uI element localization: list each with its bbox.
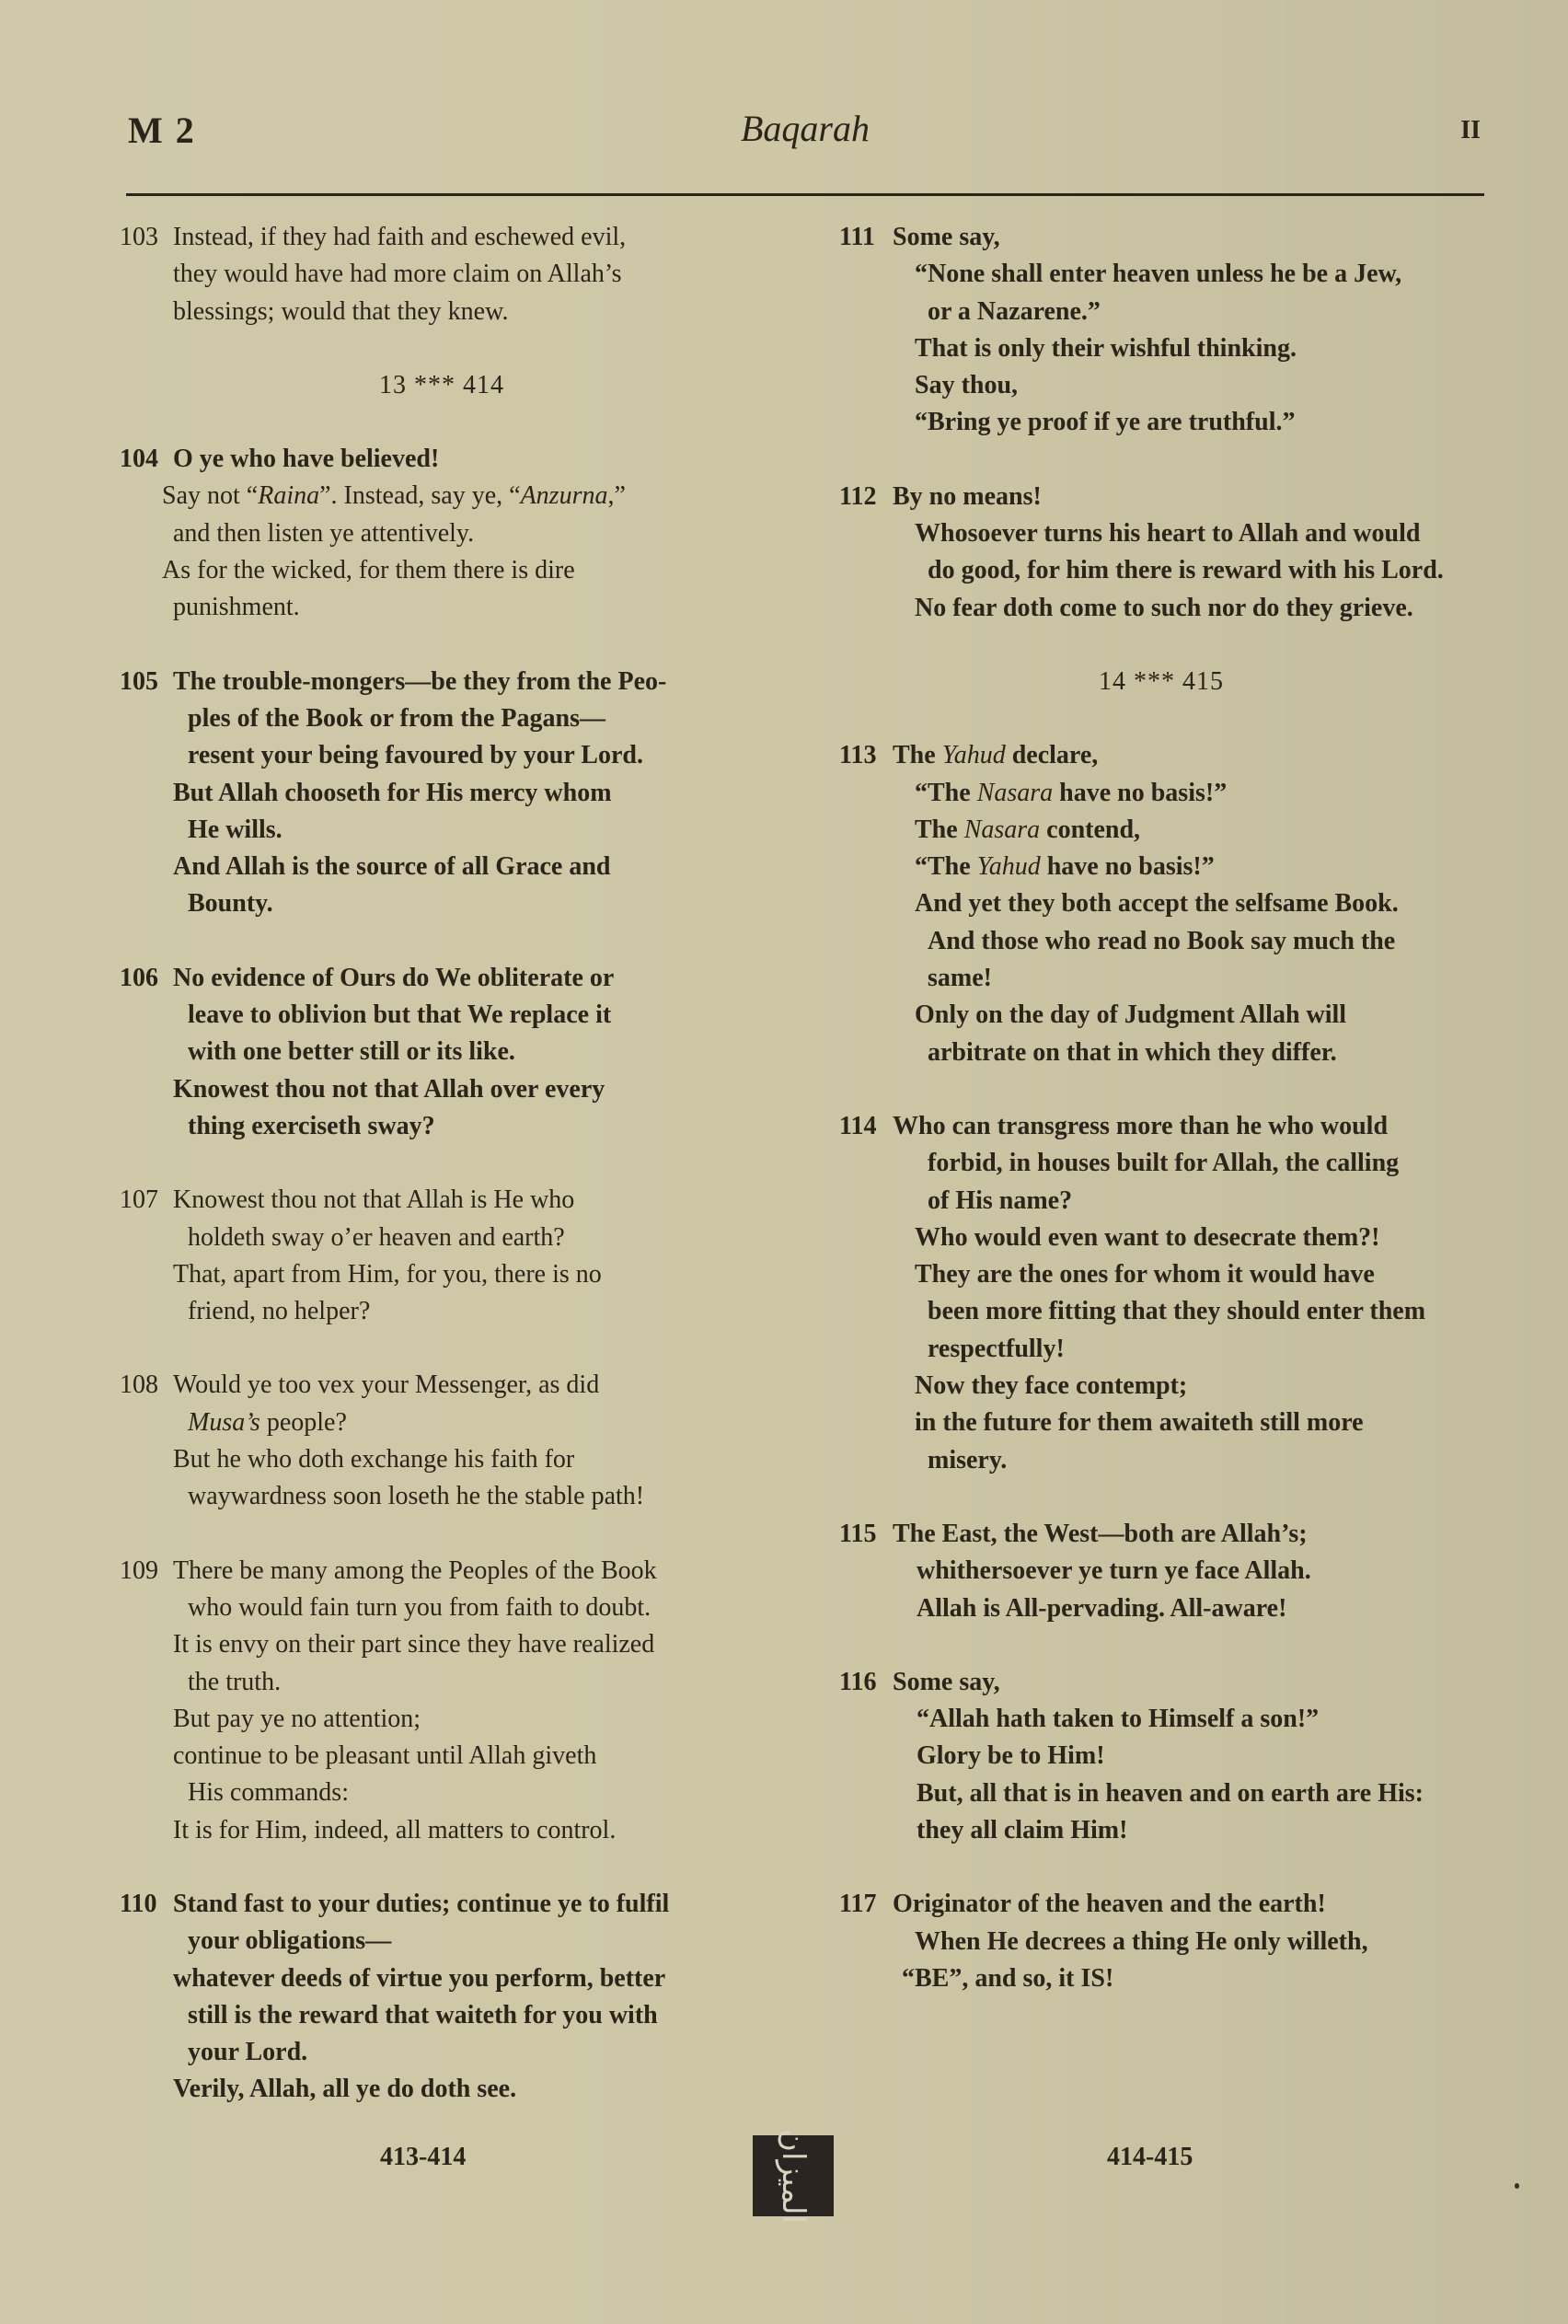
verse-line: forbid, in houses built for Allah, the calling bbox=[928, 1149, 1400, 1178]
verse-line: Who can transgress more than he who would bbox=[893, 1111, 1389, 1140]
verse-106 bbox=[120, 960, 764, 1145]
verse-line: His commands: bbox=[188, 1778, 349, 1808]
verse-line: But Allah chooseth for His mercy whom bbox=[173, 778, 612, 807]
verse-line: whatever deeds of virtue you perform, better bbox=[173, 1963, 666, 1993]
verse-line: whithersoever ye turn ye face Allah. bbox=[917, 1556, 1311, 1586]
verse-line: resent your being favoured by your Lord. bbox=[188, 741, 643, 770]
verse-number: 104 bbox=[120, 445, 158, 474]
verse-line: Instead, if they had faith and eschewed evil, bbox=[173, 223, 627, 251]
verse-line: No evidence of Ours do We obliterate or bbox=[173, 963, 615, 992]
verse-line: Stand fast to your duties; continue ye to fulfil bbox=[173, 1889, 670, 1918]
verse-number: 103 bbox=[120, 223, 158, 251]
verse-line: Musa’s people? bbox=[188, 1407, 347, 1437]
verse-103 bbox=[120, 219, 764, 330]
verse-line: in the future for them awaiteth still more bbox=[915, 1408, 1364, 1438]
verse-line: “Allah hath taken to Himself a son!” bbox=[917, 1705, 1320, 1734]
left-column bbox=[120, 219, 764, 2145]
manzil-label: M 2 bbox=[128, 110, 196, 151]
verse-line: your Lord. bbox=[188, 2038, 308, 2067]
verse-number: 116 bbox=[839, 1667, 877, 1696]
verse-line: Say not “Raina”. Instead, say ye, “Anzurna,” bbox=[162, 481, 626, 511]
verse-line: When He decrees a thing He only willeth, bbox=[915, 1926, 1368, 1956]
verse-line: respectfully! bbox=[928, 1334, 1065, 1363]
verse-line: “The Yahud have no basis!” bbox=[915, 852, 1215, 882]
verse-113 bbox=[839, 737, 1483, 1071]
verse-line: But he who doth exchange his faith for bbox=[173, 1445, 575, 1474]
verse-line: But pay ye no attention; bbox=[173, 1704, 421, 1733]
verse-line: Some say, bbox=[893, 1667, 1000, 1696]
verse-line: ples of the Book or from the Pagans— bbox=[188, 703, 605, 733]
verse-110 bbox=[120, 1886, 764, 2109]
verse-line: By no means! bbox=[893, 481, 1042, 511]
verse-line: That, apart from Him, for you, there is no bbox=[173, 1259, 602, 1289]
verse-line: Whosoever turns his heart to Allah and would bbox=[915, 519, 1421, 549]
verse-line: Now they face contempt; bbox=[915, 1371, 1188, 1401]
verse-line: The East, the West—both are Allah’s; bbox=[893, 1519, 1308, 1548]
verse-line: And Allah is the source of all Grace and bbox=[173, 852, 611, 882]
verse-line: Would ye too vex your Messenger, as did bbox=[173, 1370, 600, 1400]
verse-line: friend, no helper? bbox=[188, 1297, 371, 1326]
verse-line: And those who read no Book say much the bbox=[928, 926, 1396, 955]
verse-line: It is envy on their part since they have realized bbox=[173, 1630, 655, 1659]
verse-number: 112 bbox=[839, 481, 877, 511]
verse-line: “The Nasara have no basis!” bbox=[915, 778, 1228, 807]
verse-line: There be many among the Peoples of the Book bbox=[173, 1555, 657, 1585]
verse-line: still is the reward that waiteth for you with bbox=[188, 2000, 658, 2029]
verse-line: O ye who have believed! bbox=[173, 445, 440, 474]
verse-line: blessings; would that they knew. bbox=[173, 296, 509, 326]
verse-line: thing exerciseth sway? bbox=[188, 1111, 435, 1140]
verse-number: 108 bbox=[120, 1370, 158, 1400]
verse-line: As for the wicked, for them there is dire bbox=[162, 556, 575, 585]
surah-number: II bbox=[1460, 116, 1481, 145]
verse-number: 105 bbox=[120, 666, 158, 696]
paper-speck bbox=[1515, 2183, 1519, 2189]
verse-line: The Yahud declare, bbox=[893, 741, 1099, 770]
verse-line: That is only their wishful thinking. bbox=[915, 333, 1297, 363]
verse-line: the truth. bbox=[188, 1667, 282, 1696]
ruku-marker: 13 *** 414 bbox=[379, 370, 504, 399]
verse-line: Knowest thou not that Allah over every bbox=[173, 1074, 605, 1104]
verse-109 bbox=[120, 1553, 764, 1849]
verse-108 bbox=[120, 1367, 764, 1515]
verse-line: They are the ones for whom it would have bbox=[915, 1260, 1375, 1289]
verse-number: 117 bbox=[839, 1890, 877, 1919]
verse-line: Knowest thou not that Allah is He who bbox=[173, 1185, 575, 1215]
verse-line: same! bbox=[928, 964, 992, 993]
verse-number: 115 bbox=[839, 1519, 877, 1548]
verse-line: Bounty. bbox=[188, 889, 273, 919]
verse-number: 107 bbox=[120, 1185, 158, 1215]
verse-line: holdeth sway o’er heaven and earth? bbox=[188, 1222, 565, 1252]
verse-line: Glory be to Him! bbox=[917, 1741, 1105, 1771]
verse-line: continue to be pleasant until Allah giveth bbox=[173, 1741, 597, 1771]
verse-line: arbitrate on that in which they differ. bbox=[928, 1037, 1337, 1067]
verse-line: It is for Him, indeed, all matters to control. bbox=[173, 1815, 617, 1844]
verse-line: with one better still or its like. bbox=[188, 1037, 515, 1067]
verse-line: do good, for him there is reward with his Lord. bbox=[928, 556, 1444, 585]
verse-105 bbox=[120, 664, 764, 923]
surah-title: Baqarah bbox=[741, 108, 870, 149]
verse-number: 109 bbox=[120, 1555, 158, 1585]
verse-114 bbox=[839, 1108, 1483, 1479]
verse-line: He wills. bbox=[188, 815, 282, 844]
verse-line: Originator of the heaven and the earth! bbox=[893, 1890, 1326, 1919]
footer-page-range-left: 413-414 bbox=[380, 2143, 467, 2171]
verse-line: who would fain turn you from faith to doubt. bbox=[188, 1592, 651, 1622]
right-column bbox=[839, 219, 1483, 2034]
verse-line: of His name? bbox=[928, 1185, 1073, 1215]
footer-page-range-right: 414-415 bbox=[1107, 2143, 1193, 2171]
verse-line: punishment. bbox=[173, 593, 300, 622]
verse-line: been more fitting that they should enter them bbox=[928, 1297, 1426, 1326]
verse-line: your obligations— bbox=[188, 1926, 392, 1956]
verse-line: waywardness soon loseth he the stable path! bbox=[188, 1482, 645, 1511]
verse-107 bbox=[120, 1182, 764, 1330]
verse-line: No fear doth come to such nor do they grieve. bbox=[915, 593, 1413, 622]
verse-line: misery. bbox=[928, 1445, 1008, 1474]
verse-line: or a Nazarene.” bbox=[928, 296, 1101, 326]
verse-line: “Bring ye proof if ye are truthful.” bbox=[915, 408, 1296, 437]
verse-line: Allah is All-pervading. All-aware! bbox=[917, 1593, 1287, 1623]
verse-number: 114 bbox=[839, 1111, 877, 1140]
verse-number: 110 bbox=[120, 1889, 157, 1918]
ruku-marker: 14 *** 415 bbox=[1099, 666, 1224, 696]
verse-115 bbox=[839, 1516, 1483, 1627]
verse-line: Some say, bbox=[893, 223, 1000, 251]
page-header bbox=[126, 103, 1484, 158]
verse-line: The trouble-mongers—be they from the Peo- bbox=[173, 666, 667, 696]
verse-117 bbox=[839, 1886, 1483, 1997]
al-mizan-logo bbox=[753, 2128, 834, 2224]
verse-line: Only on the day of Judgment Allah will bbox=[915, 1000, 1347, 1030]
verse-number: 106 bbox=[120, 963, 158, 992]
verse-line: they all claim Him! bbox=[917, 1815, 1128, 1844]
verse-line: leave to oblivion but that We replace it bbox=[188, 1000, 612, 1030]
verse-line: The Nasara contend, bbox=[915, 815, 1141, 844]
verse-line: they would have had more claim on Allah’s bbox=[173, 260, 622, 289]
verse-104 bbox=[120, 441, 764, 626]
verse-line: and then listen ye attentively. bbox=[173, 518, 475, 548]
header-rule bbox=[126, 193, 1484, 196]
verse-112 bbox=[839, 479, 1483, 627]
verse-line: Verily, Allah, all ye do doth see. bbox=[173, 2075, 517, 2104]
verse-number: 113 bbox=[839, 741, 877, 770]
verse-line: And yet they both accept the selfsame Book. bbox=[915, 889, 1399, 919]
verse-116 bbox=[839, 1664, 1483, 1849]
verse-111 bbox=[839, 219, 1483, 442]
verse-line: Say thou, bbox=[915, 371, 1019, 400]
verse-line: Who would even want to desecrate them?! bbox=[915, 1222, 1380, 1252]
verse-line: “None shall enter heaven unless he be a Jew, bbox=[915, 260, 1402, 289]
logo-calligraphy: الميزان bbox=[775, 2128, 812, 2224]
verse-line: But, all that is in heaven and on earth are His: bbox=[917, 1778, 1424, 1808]
verse-line: “BE”, and so, it IS! bbox=[902, 1963, 1114, 1993]
verse-number: 111 bbox=[839, 223, 875, 251]
